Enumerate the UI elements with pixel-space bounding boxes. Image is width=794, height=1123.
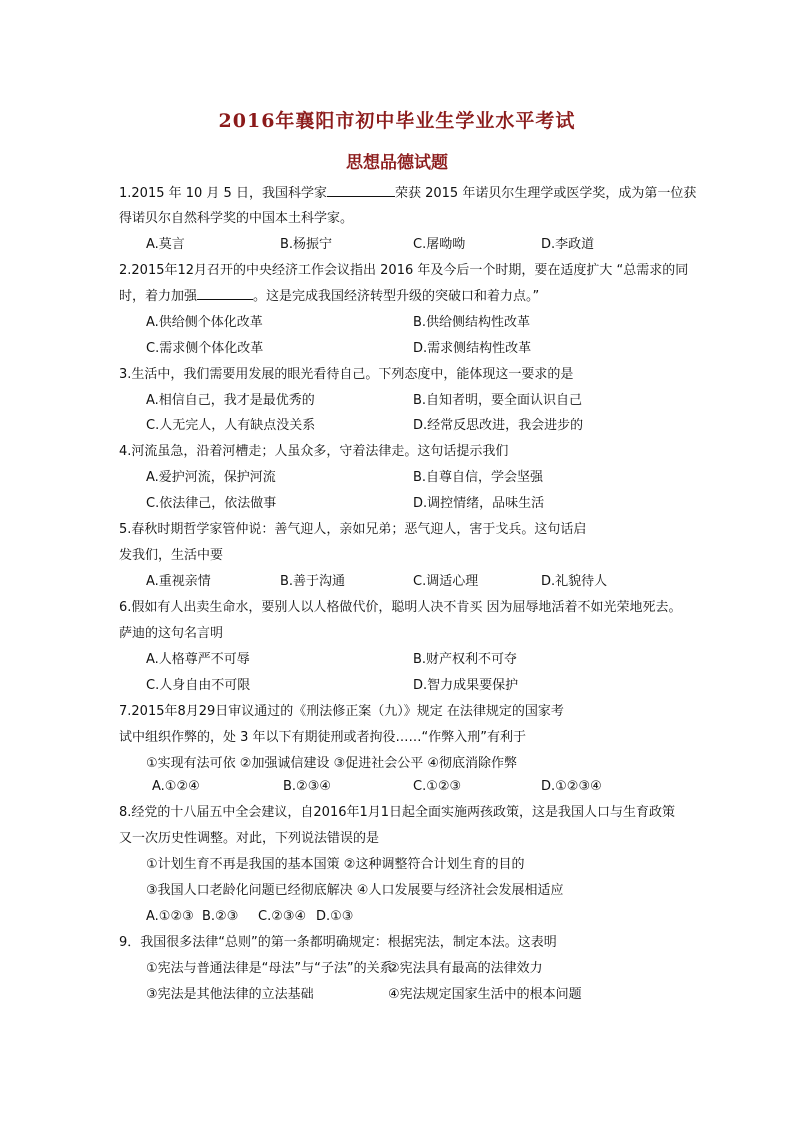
question-8-line-2: 又一次历史性调整。对此，下列说法错误的是 <box>119 831 380 846</box>
option-c: C.调适心理 <box>413 574 479 589</box>
option-d: D.调控情绪，品味生活 <box>413 496 545 511</box>
exam-title: 2016年襄阳市初中毕业生学业水平考试 <box>218 110 576 132</box>
question-7-line-1: 7.2015年8月29日审议通过的《刑法修正案（九）》规定 在法律规定的国家考 <box>119 704 564 719</box>
option-b: B.②③④ <box>283 779 332 794</box>
question-3-line-1: 3.生活中，我们需要用发展的眼光看待自己。下列态度中，能体现这一要求的是 <box>119 367 574 382</box>
question-2-line-2: 时，着力加强 。这是完成我国经济转型升级的突破口和着力点。” <box>119 289 540 304</box>
statement-line-1: ①计划生育不再是我国的基本国策 ②这种调整符合计划生育的目的 <box>146 857 525 872</box>
option-b: B.供给侧结构性改革 <box>413 315 531 330</box>
question-1-line-1: 1.2015 年 10 月 5 日，我国科学家 荣获 2015 年诺贝尔生理学或医学奖，成为第一位获 <box>119 186 697 201</box>
option-c: C.②③④ <box>258 909 307 924</box>
question-6-line-1: 6.假如有人出卖生命水，要别人以人格做代价，聪明人决不肯买 因为屈辱地活着不如光荣地死去。 <box>119 600 682 615</box>
option-d: D.①②③④ <box>541 779 602 794</box>
option-c: C.依法律己，依法做事 <box>146 496 277 511</box>
option-b: B.自尊自信，学会坚强 <box>413 470 544 485</box>
option-d: D.礼貌待人 <box>541 574 608 589</box>
option-a: A.供给侧个体化改革 <box>146 315 263 330</box>
option-a: A.①②④ <box>152 779 200 794</box>
statement-list: ①实现有法可依 ②加强诚信建设 ③促进社会公平 ④彻底消除作弊 <box>146 756 518 771</box>
option-a: A.人格尊严不可辱 <box>146 652 250 667</box>
option-b: B.善于沟通 <box>280 574 346 589</box>
option-c: C.人身自由不可限 <box>146 678 251 693</box>
option-d: D.经常反思改进，我会进步的 <box>413 418 584 433</box>
statement-3: ③宪法是其他法律的立法基础 <box>146 987 314 1002</box>
statement-2: ②宪法具有最高的法律效力 <box>388 961 543 976</box>
question-9-line-1: 9．我国很多法律“总则”的第一条都明确规定：根据宪法，制定本法。这表明 <box>119 935 557 950</box>
option-c: C.需求侧个体化改革 <box>146 341 264 356</box>
answer-blank <box>197 299 253 300</box>
option-a: A.①②③ <box>146 909 194 924</box>
option-d: D.智力成果要保护 <box>413 678 519 693</box>
statement-1: ①宪法与普通法律是“母法”与“子法”的关系 <box>146 961 393 976</box>
option-c: C.①②③ <box>413 779 462 794</box>
statement-4: ④宪法规定国家生活中的根本问题 <box>388 987 582 1002</box>
option-d: D.需求侧结构性改革 <box>413 341 532 356</box>
question-6-line-2: 萨迪的这句名言明 <box>119 626 224 641</box>
option-b: B.②③ <box>202 909 239 924</box>
question-4-line-1: 4.河流虽急，沿着河槽走；人虽众多，守着法律走。这句话提示我们 <box>119 444 509 459</box>
option-d: D.李政道 <box>541 237 595 252</box>
question-1-line-2: 得诺贝尔自然科学奖的中国本土科学家。 <box>119 211 354 226</box>
option-c: C.人无完人，人有缺点没关系 <box>146 418 316 433</box>
answer-blank <box>327 196 395 197</box>
question-2-line-1: 2.2015年12月召开的中央经济工作会议指出 2016 年及今后一个时期，要在适度扩大 “总需求的同 <box>119 263 689 278</box>
option-a: A.莫言 <box>146 237 185 252</box>
statement-line-2: ③我国人口老龄化问题已经彻底解决 ④人口发展要与经济社会发展相适应 <box>146 883 564 898</box>
option-b: B.杨振宁 <box>280 237 333 252</box>
option-a: A.相信自己，我才是最优秀的 <box>146 393 315 408</box>
option-a: A.重视亲情 <box>146 574 211 589</box>
exam-subtitle: 思想品德试题 <box>346 153 448 173</box>
option-d: D.①③ <box>316 909 354 924</box>
question-5-line-1: 5.春秋时期哲学家管仲说：善气迎人，亲如兄弟；恶气迎人，害于戈兵。这句话启 <box>119 522 587 537</box>
option-a: A.爱护河流，保护河流 <box>146 470 276 485</box>
option-b: B.自知者明，要全面认识自己 <box>413 393 583 408</box>
option-b: B.财产权利不可夺 <box>413 652 518 667</box>
question-8-line-1: 8.经党的十八届五中全会建议，自2016年1月1日起全面实施两孩政策，这是我国人口与生育政策 <box>119 805 676 820</box>
question-5-line-2: 发我们，生活中要 <box>119 548 224 563</box>
question-7-line-2: 试中组织作弊的，处 3 年以下有期徒刑或者拘役……“作弊入刑”有利于 <box>119 730 527 745</box>
option-c: C.屠呦呦 <box>413 237 466 252</box>
